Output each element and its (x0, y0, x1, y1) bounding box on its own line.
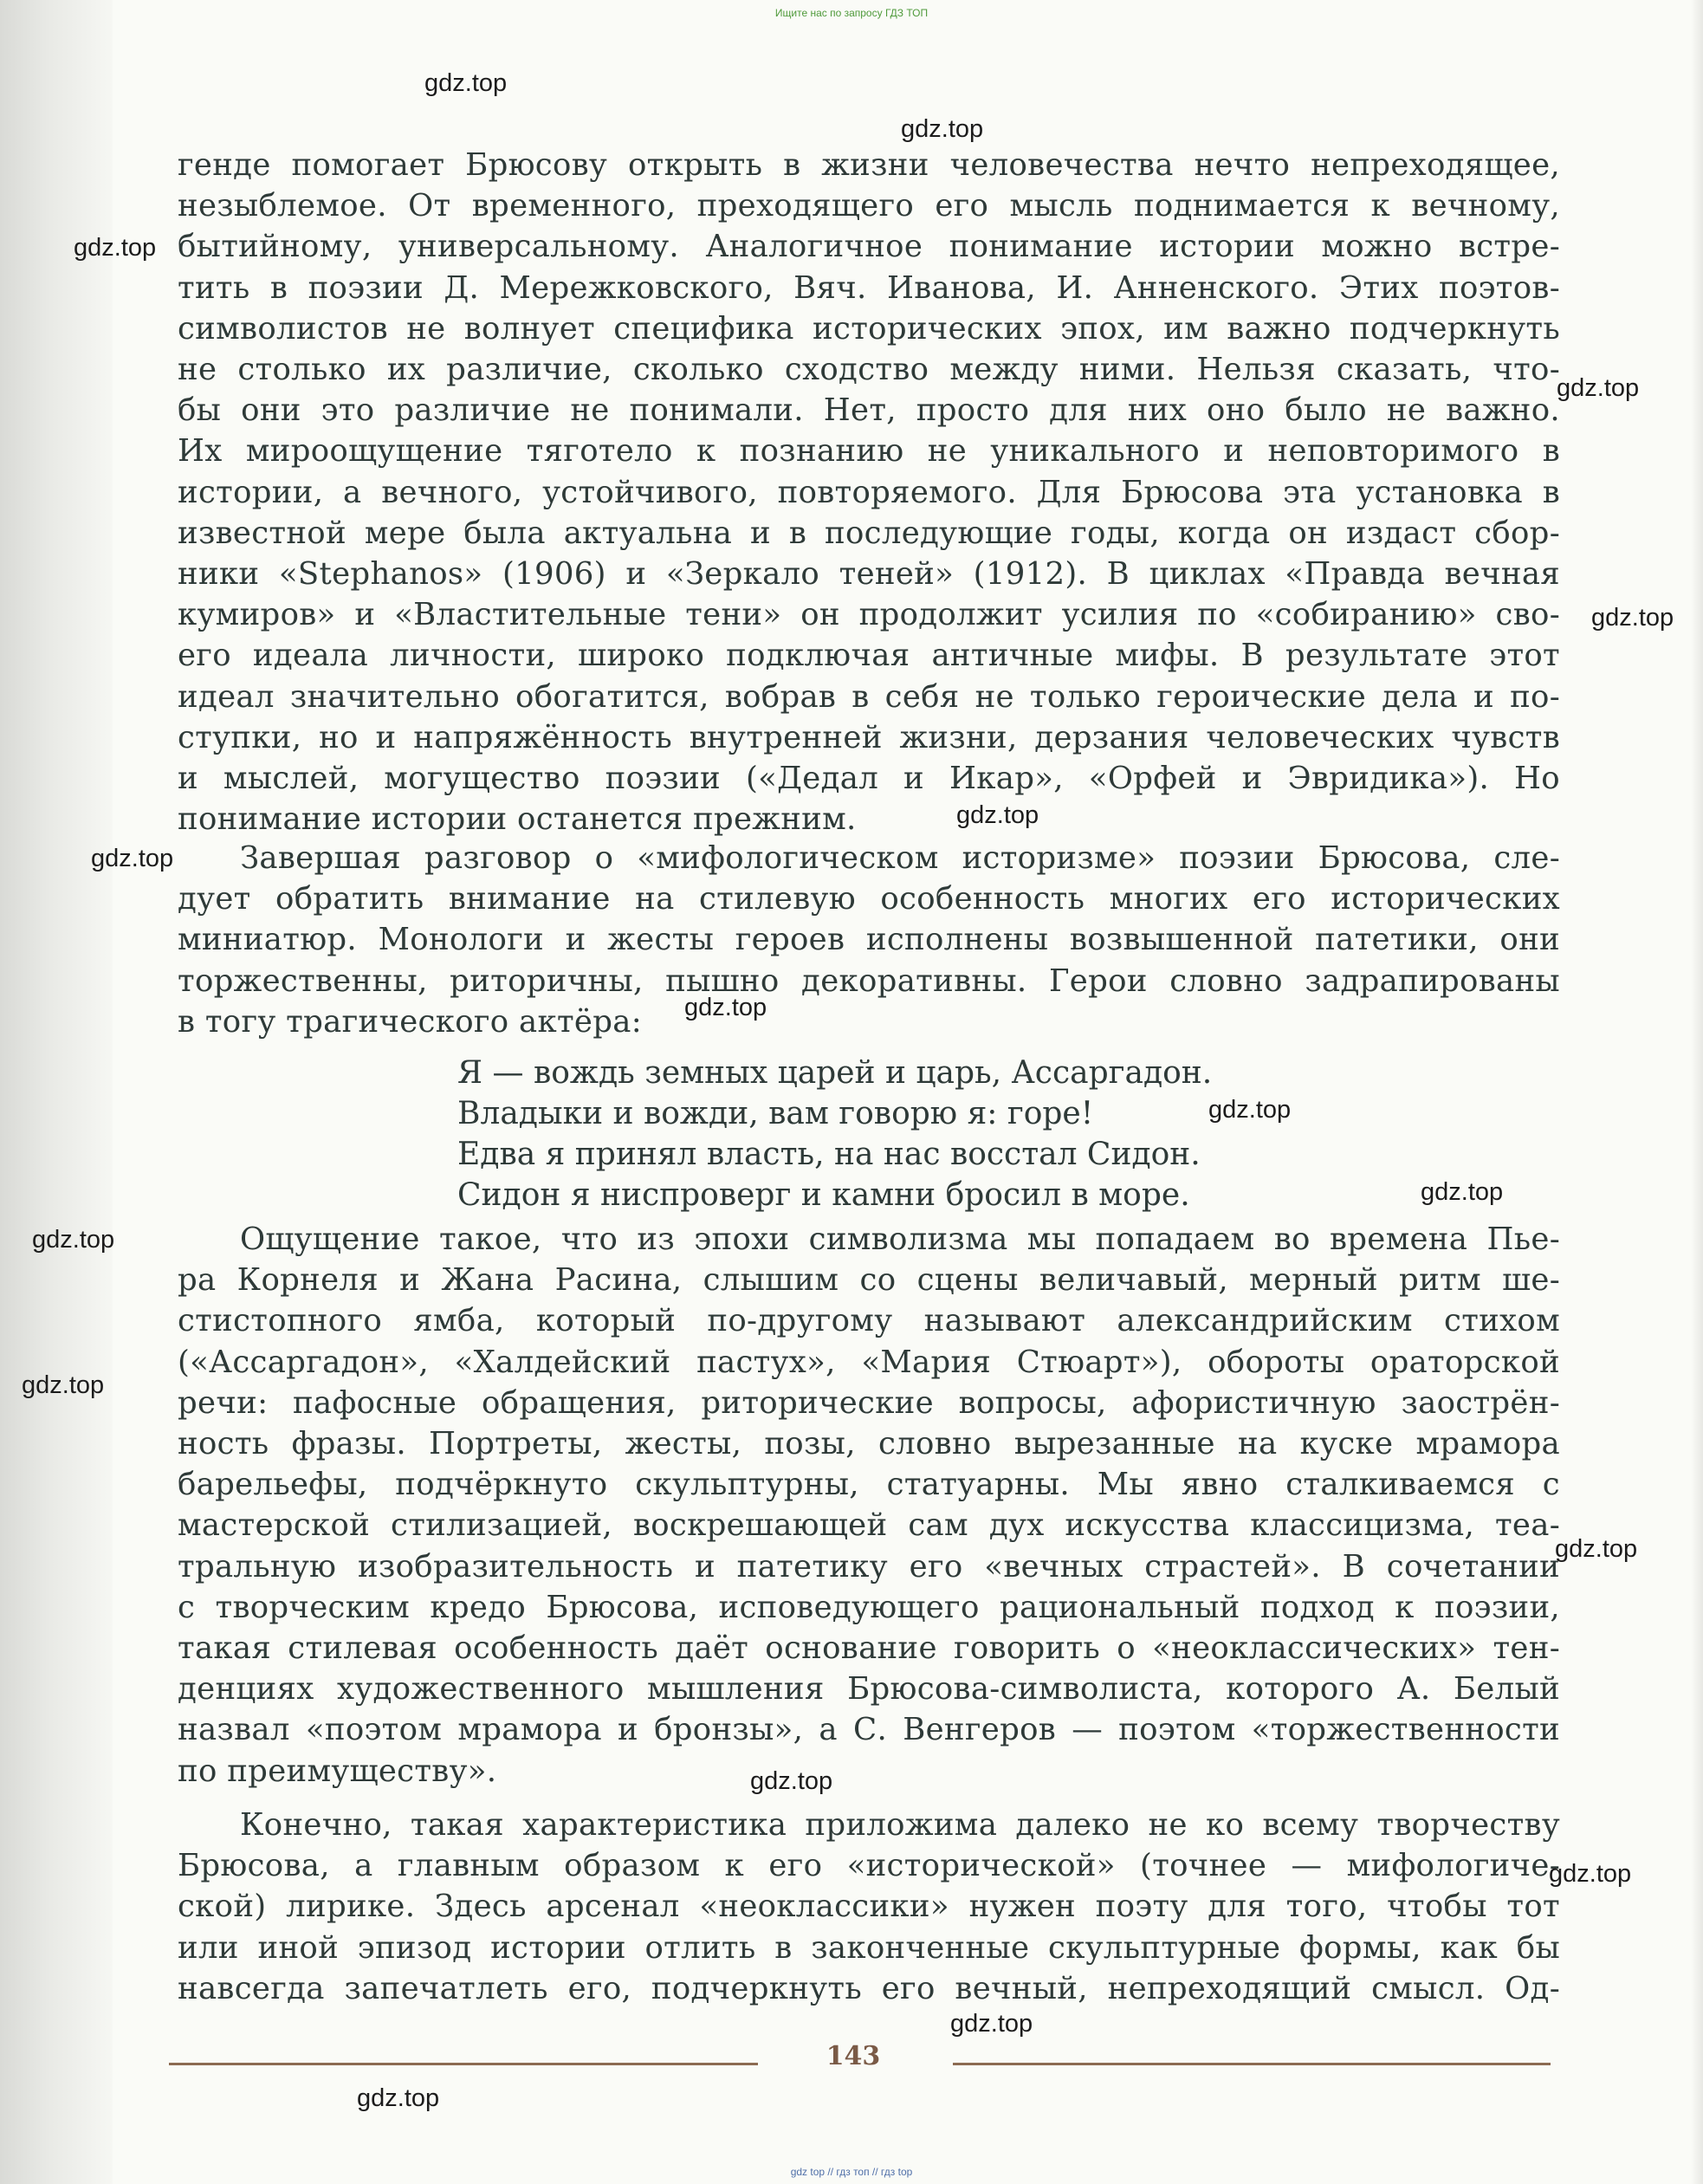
watermark: gdz.top (1208, 1096, 1292, 1124)
text-line: его идеала личности, широко подключая античные мифы. В результате этот (178, 638, 1560, 674)
text-line: речи: пафосные обращения, риторические вопросы, афористичную заострён- (178, 1384, 1560, 1421)
text-line: барельефы, подчёркнуто скульптурны, статуарны. Мы явно сталкиваемся с (178, 1467, 1560, 1503)
poem-line: Сидон я ниспроверг и камни бросил в море. (457, 1177, 1190, 1213)
poem-line: Владыки и вожди, вам говорю я: горе! (457, 1096, 1094, 1131)
text-line: ступки, но и напряжённость внутренней жизни, дерзания человеческих чувств (178, 719, 1560, 755)
text-line: и мыслей, могущество поэзии («Дедал и Икар», «Орфей и Эвридика»). Но (178, 761, 1560, 797)
watermark: gdz.top (74, 234, 157, 262)
text-line: тить в поэзии Д. Мережковского, Вяч. Иванова, И. Анненского. Этих поэтов- (178, 269, 1560, 306)
text-line: понимание истории останется прежним. (178, 801, 857, 838)
text-line: денциях художественного мышления Брюсова-символиста, которого А. Белый (178, 1671, 1560, 1708)
page-binding-shadow (0, 0, 113, 2184)
watermark: gdz.top (91, 845, 174, 872)
watermark: gdz.top (357, 2084, 440, 2112)
footer-rule-left (169, 2063, 758, 2065)
text-line: миниатюр. Монологи и жесты героев исполнены возвышенной патетики, они (178, 922, 1560, 958)
watermark: gdz.top (1549, 1860, 1632, 1888)
text-line: стистопного ямба, который по-другому называют александрийским стихом (178, 1303, 1560, 1339)
text-line: Завершая разговор о «мифологическом историзме» поэзии Брюсова, сле- (240, 840, 1560, 876)
text-line: Их мироощущение тяготело к познанию не уникального и неповторимого в (178, 433, 1560, 470)
text-line: идеал значительно обогатится, вобрав в себя не только героические дела и по- (178, 678, 1560, 715)
watermark: gdz.top (1557, 374, 1640, 402)
watermark: gdz.top (956, 801, 1039, 829)
bottom-banner: gdz top // гдз топ // гдз top (790, 2166, 913, 2178)
paragraph-1 (178, 145, 1560, 839)
text-line: Конечно, такая характеристика приложима далеко не ко всему творчеству (240, 1807, 1560, 1843)
poem-line: Я — вождь земных царей и царь, Ассаргадон. (457, 1055, 1213, 1091)
poem-quote (457, 1053, 1212, 1215)
text-line: навсегда запечатлеть его, подчеркнуть его вечный, непреходящий смысл. Од- (178, 1970, 1560, 2006)
text-line: истории, а вечного, устойчивого, повторяемого. Для Брюсова эта установка в (178, 474, 1560, 510)
text-line: незыблемое. От временного, преходящего его мысль поднимается к вечному, (178, 188, 1560, 224)
watermark: gdz.top (1555, 1535, 1638, 1563)
text-line: бы они это различие не понимали. Нет, просто для них оно было не важно. (178, 392, 1560, 429)
text-line: не столько их различие, сколько сходство между ними. Нельзя сказать, что- (178, 352, 1560, 388)
text-line: ской) лирике. Здесь арсенал «неоклассики» нужен поэту для того, чтобы тот (178, 1889, 1560, 1925)
watermark: gdz.top (22, 1371, 105, 1399)
watermark: gdz.top (901, 115, 984, 143)
watermark: gdz.top (32, 1226, 115, 1254)
text-line: символистов не волнует специфика исторических эпох, им важно подчеркнуть (178, 310, 1560, 347)
text-line: бытийному, универсальному. Аналогичное понимание истории можно встре- (178, 229, 1560, 265)
watermark: gdz.top (684, 994, 767, 1021)
text-line: тральную изобразительность и патетику его «вечных страстей». В сочетании (178, 1548, 1560, 1585)
footer-rule-right (953, 2063, 1551, 2065)
page-right-edge (1691, 0, 1703, 2184)
text-line: ра Корнеля и Жана Расина, слышим со сцены величавый, мерный ритм ше- (178, 1262, 1560, 1299)
text-line: («Ассаргадон», «Халдейский пастух», «Мария Стюарт»), обороты ораторской (178, 1344, 1560, 1380)
watermark: gdz.top (1421, 1178, 1504, 1206)
text-line: известной мере была актуальна и в последующие годы, когда он издаст сбор- (178, 515, 1560, 551)
text-line: с творческим кредо Брюсова, исповедующего рациональный подход к поэзии, (178, 1589, 1560, 1625)
text-line: мастерской стилизацией, воскрешающей сам дух искусства классицизма, теа- (178, 1507, 1560, 1544)
text-line: ность фразы. Портреты, жесты, позы, словно вырезанные на куске мрамора (178, 1426, 1560, 1462)
text-line: в тогу трагического актёра: (178, 1003, 642, 1040)
page-number: 143 (826, 2041, 881, 2071)
text-line: или иной эпизод истории отлить в законченные скульптурные формы, как бы (178, 1929, 1560, 1966)
watermark: gdz.top (424, 69, 508, 97)
paragraph-4 (178, 1805, 1560, 2009)
text-line: торжественны, риторичны, пышно декоративны. Герои словно задрапированы (178, 962, 1560, 999)
text-line: Ощущение такое, что из эпохи символизма мы попадаем во времена Пье- (240, 1222, 1560, 1257)
top-banner: Ищите нас по запросу ГДЗ ТОП (774, 7, 929, 19)
watermark: gdz.top (950, 2010, 1033, 2038)
text-line: назвал «поэтом мрамора и бронзы», а С. Венгеров — поэтом «торжественности (178, 1712, 1560, 1748)
text-line: дует обратить внимание на стилевую особенность многих его исторических (178, 881, 1560, 917)
text-line: кумиров» и «Властительные тени» он продолжит усилия по «собиранию» сво- (178, 597, 1560, 633)
text-line: Брюсова, а главным образом к его «исторической» (точнее — мифологиче- (178, 1848, 1560, 1884)
text-line: ники «Stephanos» (1906) и «Зеркало теней» (1912). В циклах «Правда вечная (178, 556, 1560, 593)
text-line: генде помогает Брюсову открыть в жизни человечества нечто непреходящее, (178, 147, 1560, 183)
paragraph-3 (178, 1219, 1560, 1792)
text-line: по преимуществу». (178, 1753, 497, 1789)
paragraph-2 (178, 838, 1560, 1042)
watermark: gdz.top (1591, 604, 1674, 632)
poem-line: Едва я принял власть, на нас восстал Сидон. (457, 1137, 1201, 1172)
text-line: такая стилевая особенность даёт основание говорить о «неоклассических» тен- (178, 1630, 1560, 1667)
watermark: gdz.top (750, 1767, 833, 1795)
